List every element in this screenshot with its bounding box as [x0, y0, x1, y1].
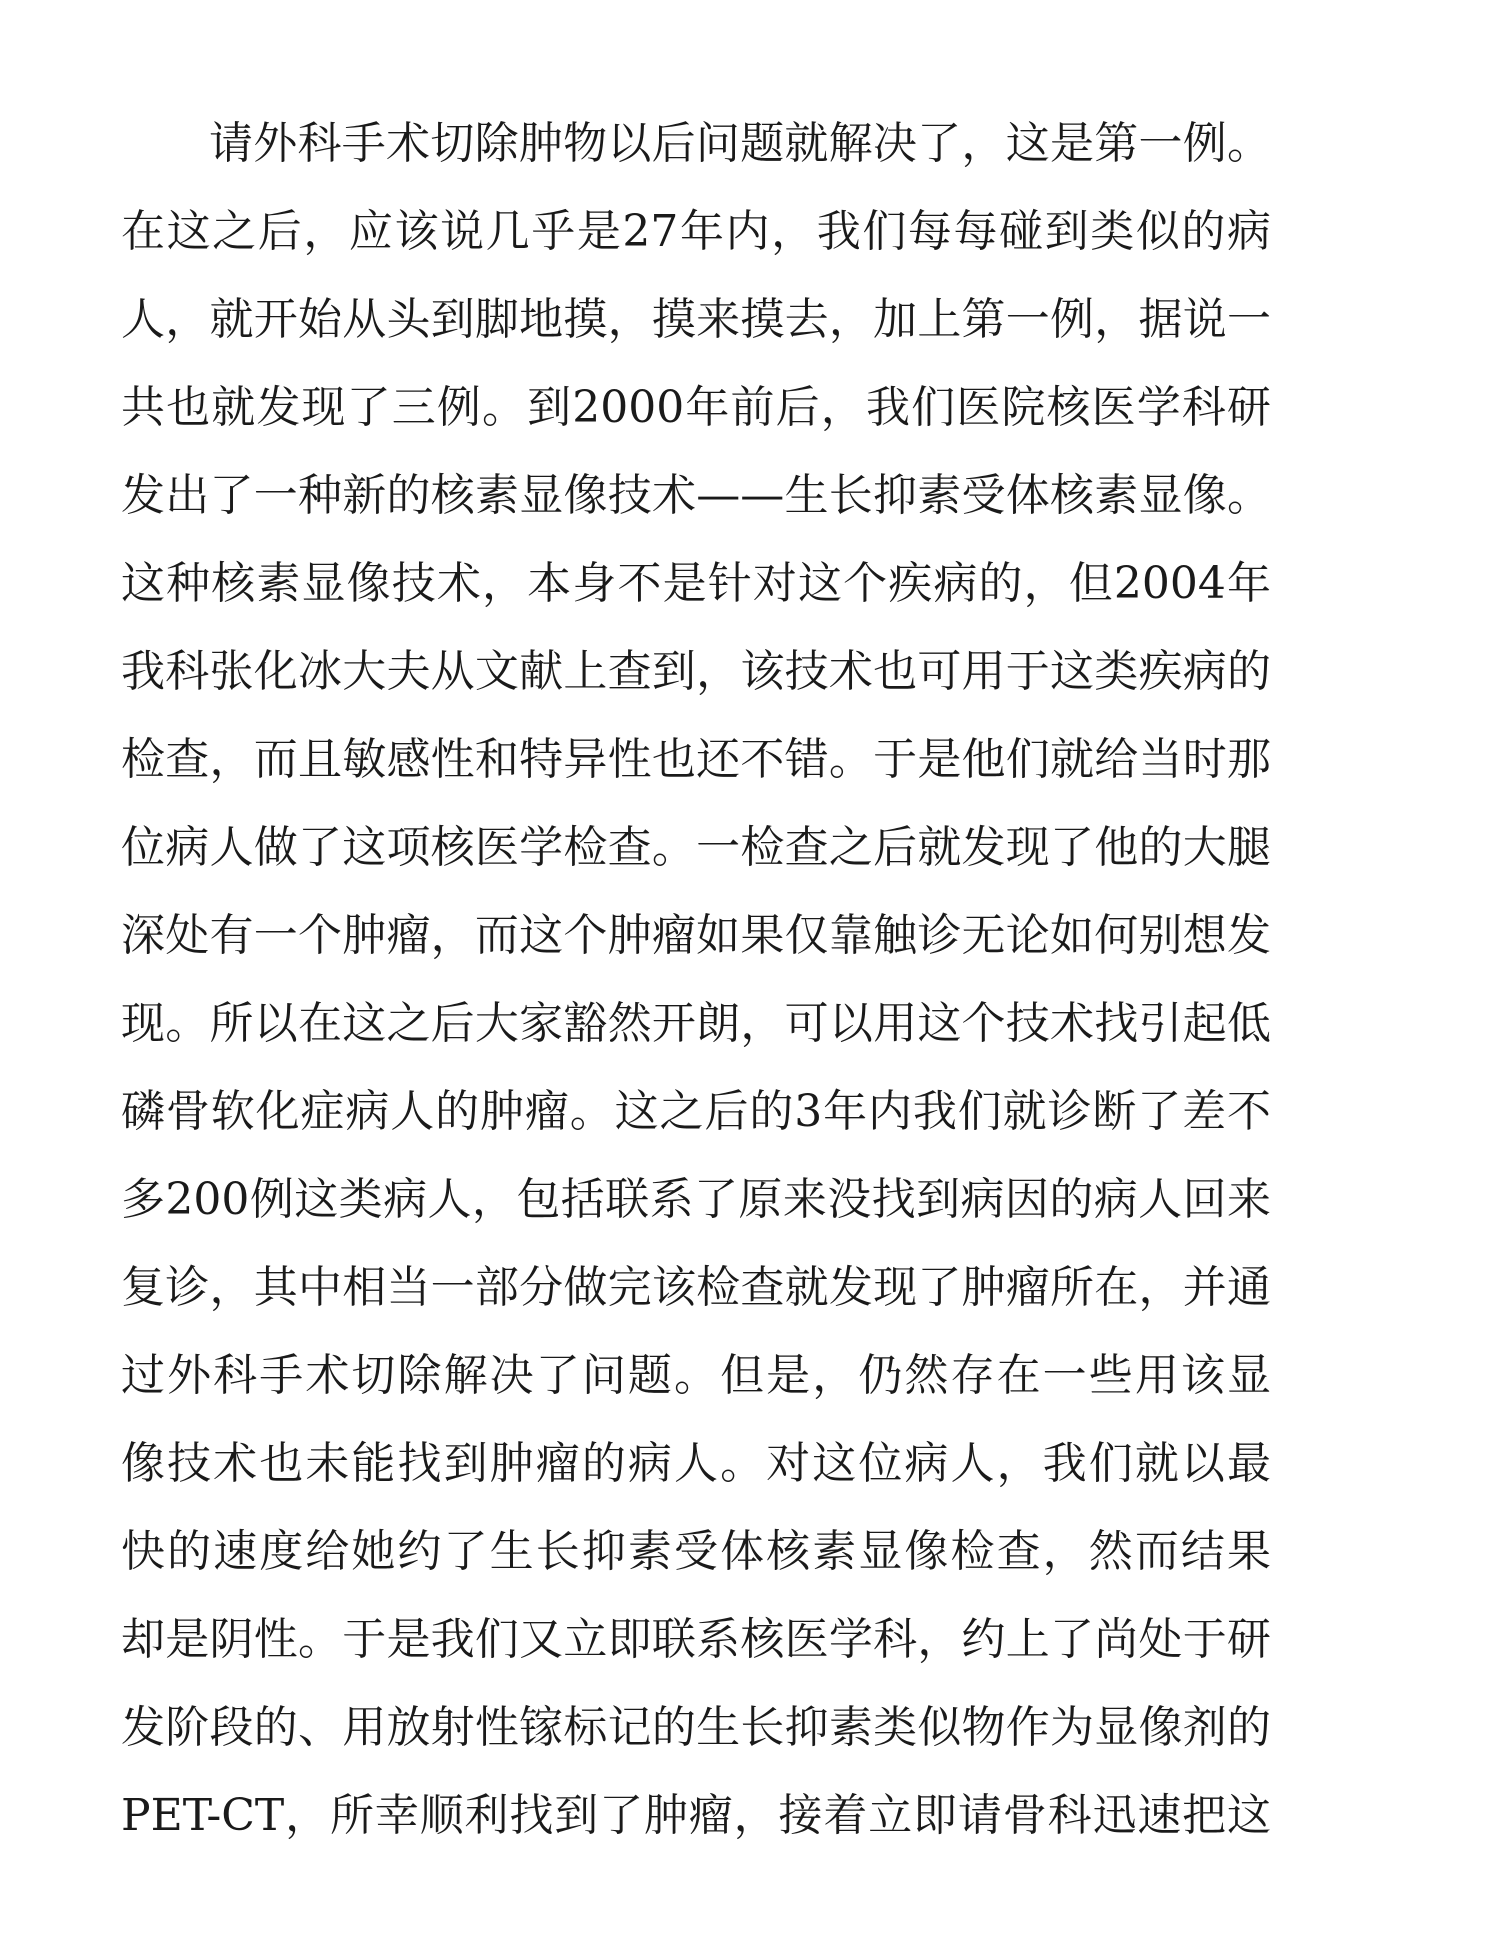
text-line: PET-CT，所幸顺利找到了肿瘤，接着立即请骨科迅速把这	[121, 1790, 1271, 1841]
text-line: 过外科手术切除解决了问题。但是，仍然存在一些用该显	[121, 1350, 1271, 1401]
text-line: 这种核素显像技术，本身不是针对这个疾病的，但2004年	[121, 558, 1271, 609]
text-line: 在这之后，应该说几乎是27年内，我们每每碰到类似的病	[121, 206, 1271, 257]
text-line: 请外科手术切除肿物以后问题就解决了，这是第一例。	[209, 118, 1271, 169]
text-line: 发阶段的、用放射性镓标记的生长抑素类似物作为显像剂的	[121, 1702, 1271, 1753]
text-line: 人，就开始从头到脚地摸，摸来摸去，加上第一例，据说一	[121, 294, 1271, 345]
text-line: 位病人做了这项核医学检查。一检查之后就发现了他的大腿	[121, 822, 1271, 873]
text-line: 共也就发现了三例。到2000年前后，我们医院核医学科研	[121, 382, 1271, 433]
text-line: 复诊，其中相当一部分做完该检查就发现了肿瘤所在，并通	[121, 1262, 1271, 1313]
text-line: 像技术也未能找到肿瘤的病人。对这位病人，我们就以最	[121, 1438, 1271, 1489]
text-line: 磷骨软化症病人的肿瘤。这之后的3年内我们就诊断了差不	[121, 1086, 1271, 1137]
text-line: 多200例这类病人，包括联系了原来没找到病因的病人回来	[121, 1174, 1271, 1225]
text-line: 检查，而且敏感性和特异性也还不错。于是他们就给当时那	[121, 734, 1271, 785]
text-line: 快的速度给她约了生长抑素受体核素显像检查，然而结果	[121, 1526, 1271, 1577]
text-line: 深处有一个肿瘤，而这个肿瘤如果仅靠触诊无论如何别想发	[121, 910, 1271, 961]
text-line: 现。所以在这之后大家豁然开朗，可以用这个技术找引起低	[121, 998, 1271, 1049]
text-line: 发出了一种新的核素显像技术——生长抑素受体核素显像。	[121, 470, 1271, 521]
text-line: 却是阴性。于是我们又立即联系核医学科，约上了尚处于研	[121, 1614, 1271, 1665]
text-line: 我科张化冰大夫从文献上查到，该技术也可用于这类疾病的	[121, 646, 1271, 697]
body-text	[121, 100, 1271, 1860]
